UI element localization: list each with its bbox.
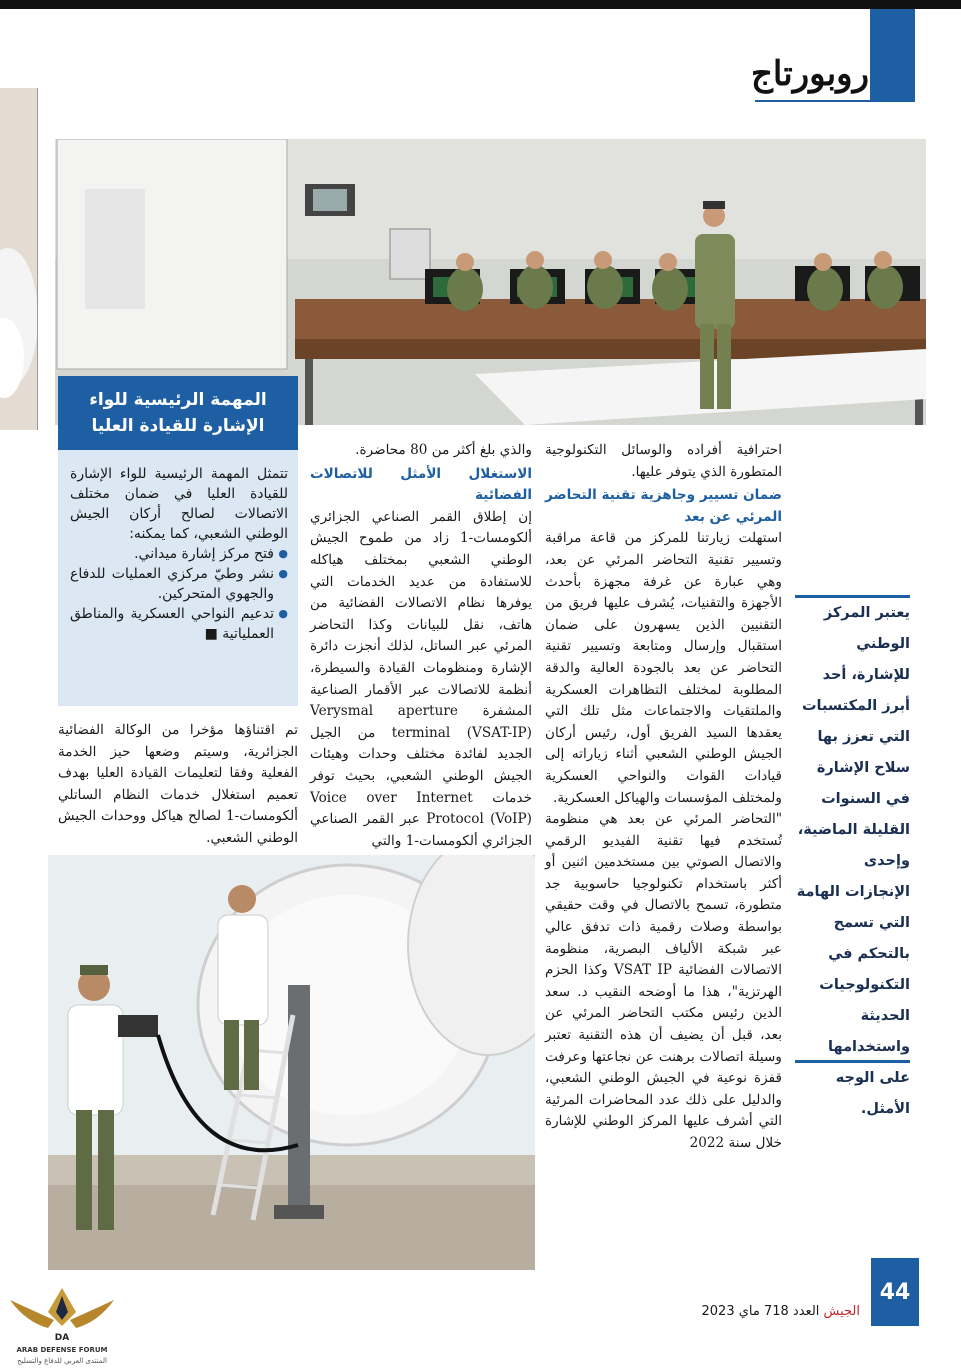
pull-quote: يعتبر المركز الوطني للإشارة، أحد أبرز المكتسبات التي تعزز بها سلاح الإشارة في السنوات القليلة الماضية، وإحدى الإنجازات الهامة التي تسمح بالتحكم في التكنولوجيات الحديثة واستخدامها على الوجه الأمثل.	[795, 595, 910, 1063]
right-column-heading: ضمان تسيير وجاهزية تقنية التحاضر المرئي عن بعد	[545, 487, 782, 525]
section-title: روبورتاج	[750, 54, 869, 94]
magazine-name: الجيش	[823, 1304, 860, 1319]
arab-defense-forum-logo	[6, 1282, 118, 1366]
footer-info	[630, 1304, 860, 1319]
page-number: 44	[871, 1258, 919, 1326]
list-item: ● فتح مركز إشارة ميداني.	[70, 544, 274, 564]
info-box	[58, 376, 298, 706]
info-box-body	[70, 464, 288, 644]
right-column	[545, 440, 782, 1155]
logo-name-ar: المنتدى العربي للدفاع والتسليح	[17, 1357, 107, 1365]
right-column-lead: احترافية أفراده والوسائل التكنولوجية المتطورة الذي يتوفر عليها.	[545, 442, 782, 480]
issue-info: العدد 718 ماي 2023	[701, 1304, 820, 1319]
info-box-heading	[58, 376, 298, 450]
edge-photo	[0, 88, 38, 430]
right-column-body-1: استهلت زيارتنا للمركز من قاعة مراقبة وتسيير تقنية التحاضر المرئي عن بعد، وهي عبارة عن غرفة مجهزة بأحدث الأجهزة والتقنيات، يُشرف عليها فريق من التقنيين الذين يسهرون على ضمان استقبال وإرسال ومتابعة وتسيير تقنية التحاضر عن بعد بالجودة العالية والدقة المطلوبة لمختلف التظاهرات العسكرية والملتقيات والاجتماعات مثل تلك التي يعقدها السيد الفريق أول، رئيس أركان الجيش الوطني الشعبي أثناء زياراته إلى قيادات القوات والنواحي العسكرية ولمختلف المؤسسات والهياكل العسكرية.	[545, 530, 782, 806]
info-box-intro: تتمثل المهمة الرئيسية للواء الإشارة للقيادة العليا في ضمان مختلف الاتصالات لصالح أركان الجيش الوطني الشعبي، كما يمكنه:	[70, 466, 288, 542]
section-tab	[870, 9, 915, 102]
middle-column	[310, 440, 532, 852]
title-rule	[755, 100, 915, 102]
logo-brand: DA	[54, 1333, 70, 1343]
list-item: ● نشر وطيّ مركزي العمليات للدفاع والجهوي المتحركين.	[70, 564, 274, 604]
middle-column-heading: الاستغلال الأمثل للاتصالات الفضائية	[310, 465, 532, 504]
info-box-heading-line2: الإشارة للقيادة العليا	[91, 416, 265, 436]
info-box-heading-line1: المهمة الرئيسية للواء	[89, 390, 267, 410]
middle-column-lead: والذي بلغ أكثر من 80 محاضرة.	[355, 442, 532, 458]
right-column-body-2: "التحاضر المرئي عن بعد هي منظومة تُستخدم فيها تقنية الفيديو الرقمي والاتصال الصوتي بين مستخدمين اثنين أو أكثر باستخدام تكنولوجيا حاسوبية جد متطورة، تسمح بالاتصال في وقت حقيقي بواسطة وصلات رقمية ذات تدفق عالي عبر شبكة الألياف البصرية، منظومة الاتصالات الفضائية VSAT IP وكذا الحزم الهرتزية"، هذا ما أوضحه النقيب د. سعد الدين رئيس مكتب التحاضر المرئي عن بعد، قبل أن يضيف أن هذه التقنية تعتبر وسيلة اتصالات برهنت عن نجاعتها وعرفت قفزة نوعية في الجيش الوطني الشعبي، والدليل على ذلك عدد المحاضرات المرئية التي أشرف عليها المركز الوطني للإشارة خلال سنة 2022	[545, 811, 783, 1151]
info-box-list	[70, 544, 288, 644]
logo-name-en: ARAB DEFENSE FORUM	[16, 1346, 108, 1354]
left-column-text: تم اقتناؤها مؤخرا من الوكالة الفضائية الجزائرية، وسيتم وضعها حيز الخدمة الفعلية وفقا لتعليمات القيادة العليا بهدف تعميم استغلال خدمات النظام الساتلي ألكومسات-1 لصالح هياكل ووحدات الجيش الوطني الشعبي.	[58, 722, 298, 846]
middle-column-body: إن إطلاق القمر الصناعي الجزائري ألكومسات-1 زاد من طموح الجيش الوطني الشعبي بمختلف هياكله للاستفادة من عديد الخدمات التي يوفرها نظام الاتصالات الفضائية من هاتف، نقل للبيانات وكذا التحاضر المرئي عبر الساتل، لذلك أنجزت دائرة الإشارة ومنظومات القيادة والسيطرة، أنظمة للاتصالات عبر الأقمار الصناعية المشفرة Verysmal aperture terminal (VSAT-IP) من الجيل الجديد لفائدة مختلف وحدات وهيئات الجيش الوطني الشعبي، بحيث توفر خدمات Voice over Internet Protocol (VoIP) عبر القمر الصناعي الجزائري ألكومسات-1 والتي	[310, 508, 532, 849]
top-black-bar	[0, 0, 961, 9]
list-item: ● تدعيم النواحي العسكرية والمناطق العملياتية ■	[70, 604, 274, 644]
satellite-dish-photo	[48, 855, 535, 1270]
